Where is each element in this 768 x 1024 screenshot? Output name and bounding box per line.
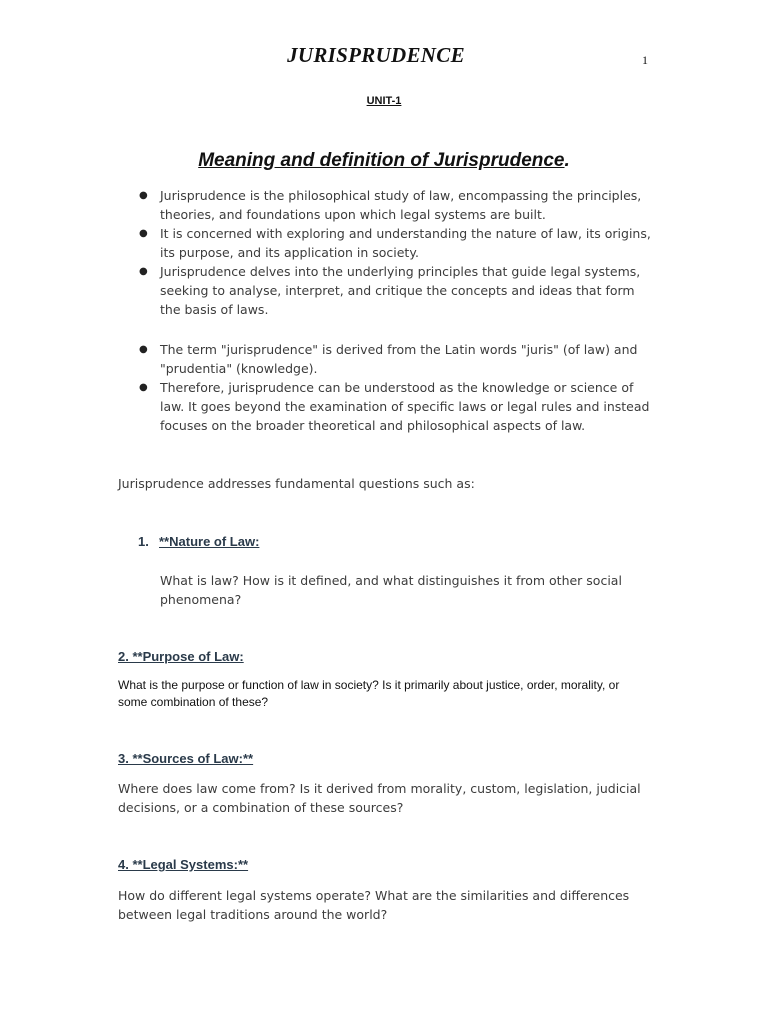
question-title: **Nature of Law:	[159, 534, 260, 549]
bullet-icon: ●	[139, 344, 148, 355]
question-body-purpose-of-law: What is the purpose or function of law in society? Is it primarily about justice, order, morality, or some combination of these?	[118, 678, 620, 709]
bullet-list-etymology	[139, 340, 655, 435]
bullet-icon: ●	[139, 266, 148, 277]
document-title: JURISPRUDENCE	[287, 43, 465, 67]
section-heading-period: .	[564, 150, 570, 171]
bullet-icon: ●	[139, 382, 148, 393]
intro-paragraph: Jurisprudence addresses fundamental questions such as:	[118, 476, 475, 491]
list-item	[139, 186, 655, 224]
question-heading-sources-of-law: 3. **Sources of Law:**	[118, 751, 254, 766]
question-body-legal-systems: How do different legal systems operate? What are the similarities and differences between legal traditions around the world?	[118, 888, 630, 922]
section-heading-text: Meaning and definition of Jurisprudence	[198, 150, 565, 171]
question-body-nature-of-law: What is law? How is it defined, and what distinguishes it from other social phenomena?	[160, 573, 622, 607]
section-heading	[0, 150, 768, 172]
list-item-text: It is concerned with exploring and understanding the nature of law, its origins, its purpose, and its application in society.	[160, 226, 651, 260]
list-item	[139, 378, 655, 435]
list-item-text: The term "jurisprudence" is derived from the Latin words "juris" (of law) and "prudentia" (knowledge).	[160, 342, 638, 376]
unit-label: UNIT-1	[366, 95, 402, 107]
bullet-icon: ●	[139, 228, 148, 239]
list-item-text: Jurisprudence is the philosophical study of law, encompassing the principles, theories, and foundations upon which legal systems are built.	[160, 188, 642, 222]
list-item	[139, 224, 655, 262]
question-number: 1.	[138, 534, 149, 549]
bullet-icon: ●	[139, 190, 148, 201]
list-item	[139, 340, 655, 378]
list-item-text: Therefore, jurisprudence can be understood as the knowledge or science of law. It goes beyond the examination of specific laws or legal rules and instead focuses on the broader theoretical and philosophical aspects of law.	[160, 380, 650, 433]
bullet-list-definitions	[139, 186, 655, 319]
question-heading-purpose-of-law: 2. **Purpose of Law:	[118, 649, 244, 664]
list-item	[139, 262, 655, 319]
list-item-text: Jurisprudence delves into the underlying principles that guide legal systems, seeking to analyse, interpret, and critique the concepts and ideas that form the basis of laws.	[160, 264, 641, 317]
question-body-sources-of-law: Where does law come from? Is it derived from morality, custom, legislation, judicial decisions, or a combination of these sources?	[118, 781, 641, 815]
page-number: 1	[642, 53, 648, 67]
question-heading-nature-of-law	[138, 534, 259, 549]
question-heading-legal-systems: 4. **Legal Systems:**	[118, 857, 249, 872]
